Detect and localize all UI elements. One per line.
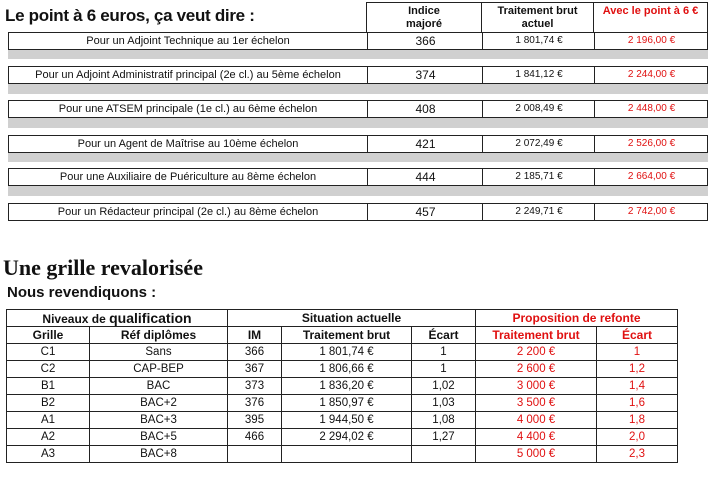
cell-ecart: 1,02 <box>412 378 476 395</box>
cell-prop-brut: 5 000 € <box>476 446 597 463</box>
row-label: Pour une ATSEM principale (1e cl.) au 6ème échelon <box>58 103 318 115</box>
table-row <box>7 446 678 463</box>
col-im: IM <box>228 327 282 344</box>
row-indice: 421 <box>367 136 483 152</box>
cell-ref: BAC+2 <box>90 395 228 412</box>
cell-grille: B2 <box>7 395 90 412</box>
separator-band <box>8 83 708 94</box>
col-ecart: Écart <box>412 327 476 344</box>
cell-brut: 1 850,97 € <box>282 395 412 412</box>
header-brut-line2: actuel <box>521 17 554 30</box>
header-brut-line1: Traitement brut <box>497 4 578 17</box>
col-grille: Grille <box>7 327 90 344</box>
row-indice: 408 <box>367 101 483 117</box>
row-indice: 366 <box>367 33 483 49</box>
header-niveaux-text: Niveaux de <box>42 312 110 326</box>
row-label: Pour un Agent de Maîtrise au 10ème échelon <box>77 138 299 150</box>
row-indice: 374 <box>367 67 483 83</box>
cell-im: 395 <box>228 412 282 429</box>
row-indice: 444 <box>367 169 483 185</box>
cell-im: 376 <box>228 395 282 412</box>
col-traitement-brut: Traitement brut <box>282 327 412 344</box>
cell-prop-brut: 4 000 € <box>476 412 597 429</box>
header-situation-actuelle: Situation actuelle <box>228 310 476 327</box>
cell-grille: C2 <box>7 361 90 378</box>
header-indice-line2: majoré <box>405 17 443 30</box>
table-row <box>8 66 708 84</box>
row-traitement-brut: 1 841,12 € <box>482 67 595 83</box>
cell-prop-brut: 4 400 € <box>476 429 597 446</box>
table-row <box>7 344 678 361</box>
separator-band <box>8 185 708 196</box>
cell-ref: Sans <box>90 344 228 361</box>
cell-ecart: 1,27 <box>412 429 476 446</box>
row-point-6: 2 742,00 € <box>594 204 708 220</box>
table-row <box>7 429 678 446</box>
table-row <box>7 361 678 378</box>
cell-grille: B1 <box>7 378 90 395</box>
cell-grille: C1 <box>7 344 90 361</box>
grille-table <box>6 309 678 463</box>
cell-ref: CAP-BEP <box>90 361 228 378</box>
cell-grille: A2 <box>7 429 90 446</box>
header-indice-line1: Indice <box>408 4 440 17</box>
cell-im: 466 <box>228 429 282 446</box>
table-row <box>8 203 708 221</box>
header-point-label: Avec le point à 6 € <box>602 5 699 17</box>
row-indice: 457 <box>367 204 483 220</box>
cell-brut: 1 806,66 € <box>282 361 412 378</box>
row-traitement-brut: 2 185,71 € <box>482 169 595 185</box>
cell-ecart: 1 <box>412 344 476 361</box>
row-point-6: 2 196,00 € <box>594 33 708 49</box>
cell-ecart <box>412 446 476 463</box>
cell-im: 366 <box>228 344 282 361</box>
cell-ref: BAC+8 <box>90 446 228 463</box>
col-prop-traitement-brut: Traitement brut <box>476 327 597 344</box>
cell-prop-ecart: 1,2 <box>597 361 678 378</box>
table-row <box>8 32 708 50</box>
row-traitement-brut: 2 249,71 € <box>482 204 595 220</box>
row-point-6: 2 448,00 € <box>594 101 708 117</box>
cell-prop-brut: 3 000 € <box>476 378 597 395</box>
cell-ecart: 1,08 <box>412 412 476 429</box>
cell-prop-brut: 2 200 € <box>476 344 597 361</box>
table-row <box>7 395 678 412</box>
row-traitement-brut: 2 008,49 € <box>482 101 595 117</box>
col-ref-diplomes: Réf diplômes <box>90 327 228 344</box>
header-point-6-euros <box>593 2 708 33</box>
cell-im <box>228 446 282 463</box>
cell-brut: 1 944,50 € <box>282 412 412 429</box>
row-label: Pour une Auxiliaire de Puériculture au 8ème échelon <box>59 171 317 183</box>
table-row <box>8 168 708 186</box>
cell-prop-ecart: 1,4 <box>597 378 678 395</box>
cell-prop-ecart: 2,3 <box>597 446 678 463</box>
cell-im: 373 <box>228 378 282 395</box>
table-row <box>7 378 678 395</box>
row-label: Pour un Adjoint Administratif principal (2e cl.) au 5ème échelon <box>35 69 341 81</box>
cell-prop-ecart: 2,0 <box>597 429 678 446</box>
cell-ref: BAC+5 <box>90 429 228 446</box>
cell-prop-brut: 3 500 € <box>476 395 597 412</box>
cell-grille: A3 <box>7 446 90 463</box>
table-row <box>8 135 708 153</box>
section2-title: Une grille revalorisée <box>3 255 203 280</box>
cell-brut: 1 836,20 € <box>282 378 412 395</box>
cell-prop-ecart: 1 <box>597 344 678 361</box>
cell-ref: BAC <box>90 378 228 395</box>
cell-prop-ecart: 1,6 <box>597 395 678 412</box>
row-point-6: 2 664,00 € <box>594 169 708 185</box>
cell-brut <box>282 446 412 463</box>
header-indice-majore <box>366 2 482 33</box>
cell-brut: 2 294,02 € <box>282 429 412 446</box>
row-traitement-brut: 2 072,49 € <box>482 136 595 152</box>
table-row <box>7 412 678 429</box>
header-proposition-refonte: Proposition de refonte <box>476 310 678 327</box>
cell-ecart: 1,03 <box>412 395 476 412</box>
row-point-6: 2 526,00 € <box>594 136 708 152</box>
row-point-6: 2 244,00 € <box>594 67 708 83</box>
header-niveaux-qualification <box>7 310 228 327</box>
row-label: Pour un Adjoint Technique au 1er échelon <box>86 35 290 47</box>
cell-prop-ecart: 1,8 <box>597 412 678 429</box>
cell-im: 367 <box>228 361 282 378</box>
cell-ecart: 1 <box>412 361 476 378</box>
row-label: Pour un Rédacteur principal (2e cl.) au 8ème échelon <box>57 206 319 218</box>
table-row <box>8 100 708 118</box>
row-traitement-brut: 1 801,74 € <box>482 33 595 49</box>
section1-title: Le point à 6 euros, ça veut dire : <box>5 6 255 25</box>
separator-band <box>8 117 708 128</box>
cell-brut: 1 801,74 € <box>282 344 412 361</box>
section2-subtitle: Nous revendiquons : <box>7 284 157 301</box>
cell-ref: BAC+3 <box>90 412 228 429</box>
header-qualification-text: qualification <box>109 310 192 326</box>
col-prop-ecart: Écart <box>597 327 678 344</box>
cell-prop-brut: 2 600 € <box>476 361 597 378</box>
header-traitement-brut <box>481 2 594 33</box>
cell-grille: A1 <box>7 412 90 429</box>
